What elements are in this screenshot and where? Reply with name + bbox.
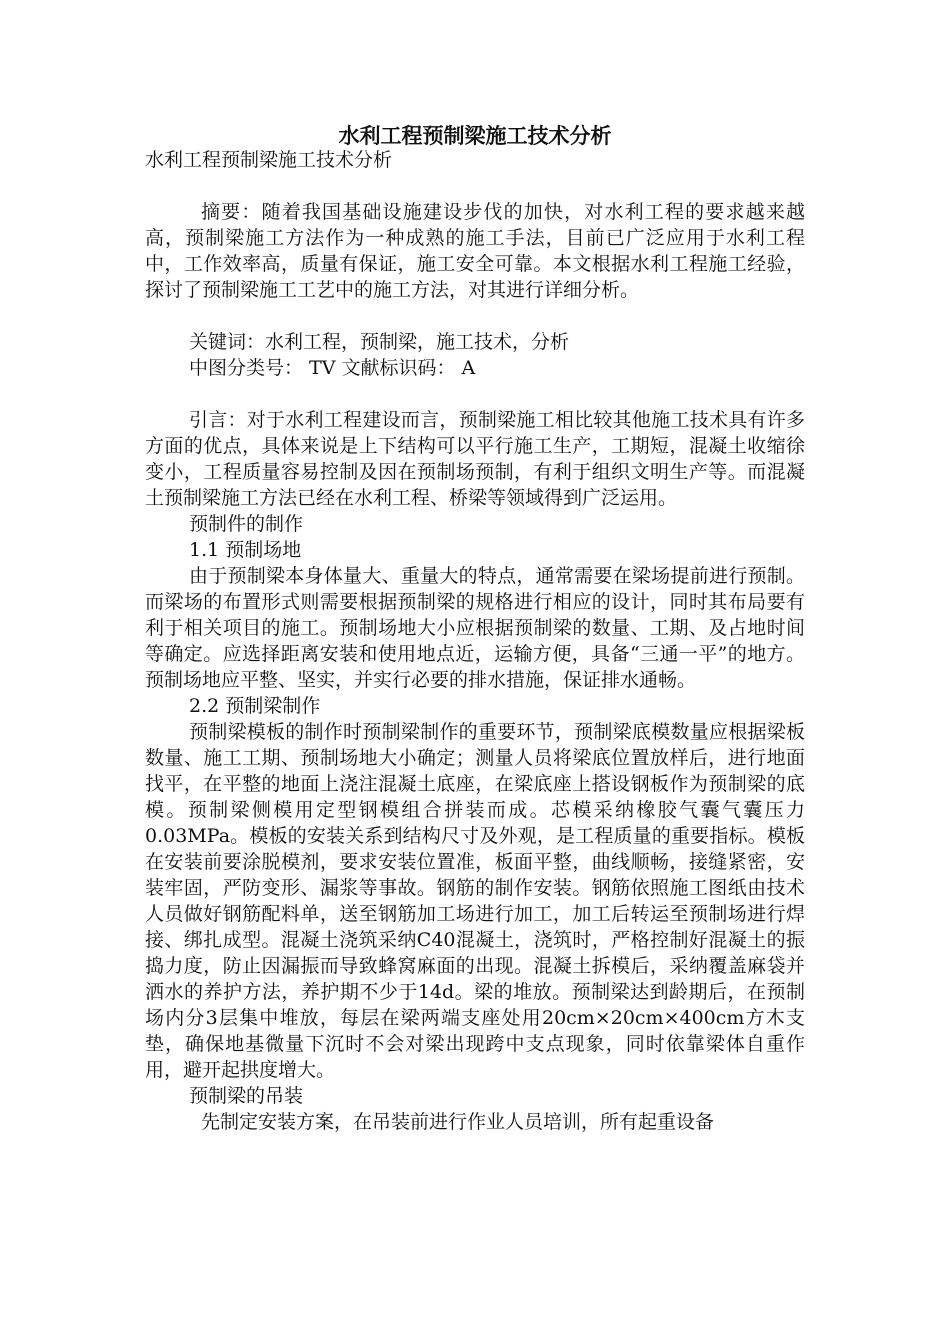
spacer: [145, 303, 805, 329]
keywords-line: 关键词：水利工程，预制梁，施工技术，分析: [189, 331, 570, 353]
document-subtitle: 水利工程预制梁施工技术分析: [145, 149, 393, 171]
section-2-2-paragraph: 预制梁模板的制作时预制梁制作的重要环节，预制梁底模数量应根据梁板数量、施工工期、预制场地大小确定；测量人员将梁底位置放样后，进行地面找平，在平整的地面上浇注混凝土底座，在梁底座上搭设钢板作为预制梁的底模。预制梁侧模用定型钢模组合拼装而成。芯模采纳橡胶气囊气囊压力0.03MPa。模板的安装关系到结构尺寸及外观，是工程质量的重要指标。模板在安装前要涂脱模剂，要求安装位置准，板面平整，曲线顺畅，接缝紧密，安装牢固，严防变形、漏浆等事故。钢筋的制作安装。钢筋依照施工图纸由技术人员做好钢筋配料单，送至钢筋加工场进行加工，加工后转运至预制场进行焊接、绑扎成型。混凝土浇筑采纳C40混凝土，浇筑时，严格控制好混凝土的振捣力度，防止因漏振而导致蜂窝麻面的出现。混凝土拆模后，采纳覆盖麻袋并洒水的养护方法，养护期不少于14d。梁的堆放。预制梁达到龄期后，在预制场内分3层集中堆放，每层在梁两端支座处用20cm×20cm×400cm方木支垫，确保地基微量下沉时不会对梁出现跨中支点现象，同时依靠梁体自重作用，避开起拱度增大。: [145, 721, 805, 1081]
classification-line: 中图分类号： TV 文献标识码： A: [189, 357, 476, 379]
spacer: [145, 381, 805, 407]
section-3-heading: 预制梁的吊装: [189, 1085, 304, 1107]
document-body: [145, 147, 805, 1135]
abstract-paragraph: 摘要：随着我国基础设施建设步伐的加快，对水利工程的要求越来越高，预制梁施工方法作为一种成熟的施工手法，目前已广泛应用于水利工程中，工作效率高，质量有保证，施工安全可靠。本文根据水利工程施工经验，探讨了预制梁施工工艺中的施工方法，对其进行详细分析。: [145, 201, 805, 301]
section-1-1-paragraph: 由于预制梁本身体量大、重量大的特点，通常需要在梁场提前进行预制。而梁场的布置形式则需要根据预制梁的规格进行相应的设计，同时其布局要有利于相关项目的施工。预制场地大小应根据预制梁的数量、工期、及占地时间等确定。应选择距离安装和使用地点近，运输方便，具备“三通一平”的地方。预制场地应平整、坚实，并实行必要的排水措施，保证排水通畅。: [145, 565, 805, 691]
section-1-heading: 预制件的制作: [189, 513, 304, 535]
intro-paragraph: 引言：对于水利工程建设而言，预制梁施工相比较其他施工技术具有许多方面的优点，具体来说是上下结构可以平行施工生产，工期短，混凝土收缩徐变小，工程质量容易控制及因在预制场预制，有利于组织文明生产等。而混凝土预制梁施工方法已经在水利工程、桥梁等领域得到广泛运用。: [145, 409, 805, 509]
section-2-2-heading: 2.2 预制梁制作: [189, 695, 321, 717]
section-3-paragraph: 先制定安装方案，在吊装前进行作业人员培训，所有起重设备: [201, 1111, 715, 1133]
spacer: [145, 173, 805, 199]
page-title: 水利工程预制梁施工技术分析: [338, 123, 612, 148]
section-1-1-heading: 1.1 预制场地: [189, 539, 302, 561]
